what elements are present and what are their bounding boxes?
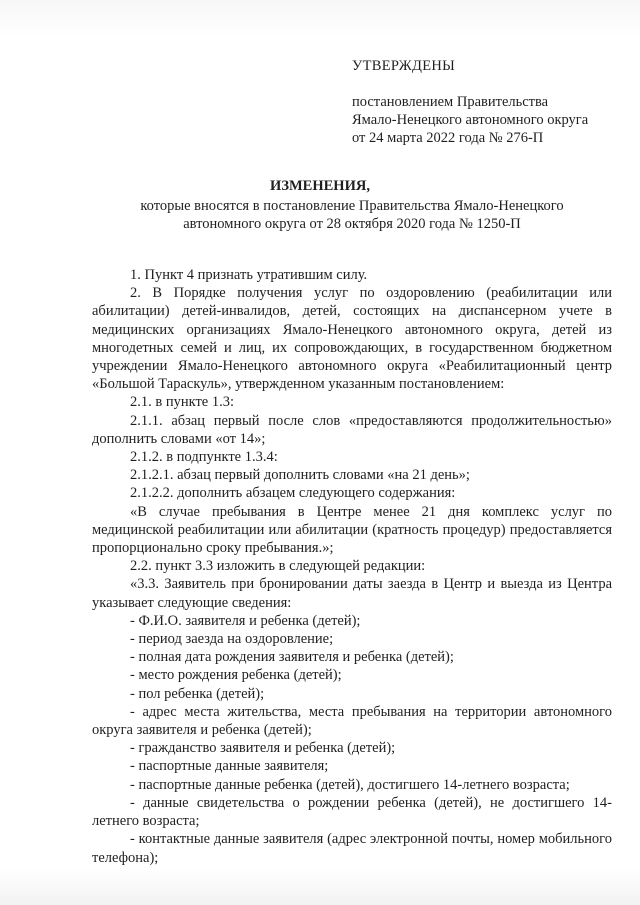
decree-line: постановлением Правительства <box>352 94 549 110</box>
list-item: - данные свидетельства о рождении ребенка (детей), не достигшего 14-летнего возраста; <box>92 794 612 830</box>
document-subtitle <box>0 197 640 233</box>
list-item: - контактные данные заявителя (адрес электронной почты, номер мобильного телефона); <box>92 831 612 866</box>
paragraph: 2.1.2. в подпункте 1.3.4: <box>130 449 278 466</box>
list-item: - адрес места жительства, места пребывания на территории автономного округа заявителя и ребенка (детей); <box>92 703 612 739</box>
list-item: - место рождения ребенка (детей); <box>130 667 342 684</box>
decree-line: от 24 марта 2022 года № 276-П <box>352 130 544 146</box>
paragraph: «3.3. Заявитель при бронировании даты заезда в Центр и выезда из Центра указывает следующие сведения: <box>92 576 612 611</box>
paragraph: 1. Пункт 4 признать утратившим силу. <box>130 267 368 283</box>
paragraph: 2.1. в пункте 1.3: <box>130 394 235 411</box>
list-item: - Ф.И.О. заявителя и ребенка (детей); <box>130 612 361 629</box>
list-item: - паспортные данные ребенка (детей), достигшего 14-летнего возраста; <box>130 776 570 793</box>
approval-heading: УТВЕРЖДЕНЫ <box>352 58 456 74</box>
list-item: - паспортные данные заявителя; <box>130 758 329 775</box>
document-body <box>92 266 612 867</box>
list-item: - период заезда на оздоровление; <box>130 631 334 648</box>
list-item: - гражданство заявителя и ребенка (детей); <box>130 740 396 757</box>
paragraph: 2.2. пункт 3.3 изложить в следующей редакции: <box>130 558 426 575</box>
paragraph: «В случае пребывания в Центре менее 21 дня комплекс услуг по медицинской реабилитации или абилитации (кратность процедур) предоставляется пропорционально сроку пребывания.»; <box>92 503 612 557</box>
subtitle-line: которые вносятся в постановление Правительства Ямало-Ненецкого <box>140 198 564 214</box>
document-title: ИЗМЕНЕНИЯ, <box>270 178 370 194</box>
subtitle-line: автономного округа от 28 октября 2020 года № 1250-П <box>183 216 521 232</box>
decree-line: Ямало-Ненецкого автономного округа <box>352 112 589 128</box>
paragraph: 2.1.2.2. дополнить абзацем следующего содержания: <box>130 485 456 502</box>
list-item: - полная дата рождения заявителя и ребенка (детей); <box>130 649 454 666</box>
paragraph: 2.1.1. абзац первый после слов «предоставляются продолжительностью» дополнить словами «от 14»; <box>92 412 612 447</box>
paragraph: 2.1.2.1. абзац первый дополнить словами «на 21 день»; <box>130 467 470 484</box>
approval-decree-reference <box>352 93 622 147</box>
list-item: - пол ребенка (детей); <box>130 685 265 702</box>
paragraph: 2. В Порядке получения услуг по оздоровлению (реабилитации или абилитации) детей-инвалидов, детей, состоящих на диспансерном учете в медицинских организациях Ямало-Ненецкого автономного округа, детей из многодетных семей и лиц, их сопровождающих, в государственном бюджетном учреждении Ямало-Ненецкого автономного округа «Реабилитационный центр «Большой Тараскуль», утвержденном указанным постановлением: <box>92 285 612 393</box>
